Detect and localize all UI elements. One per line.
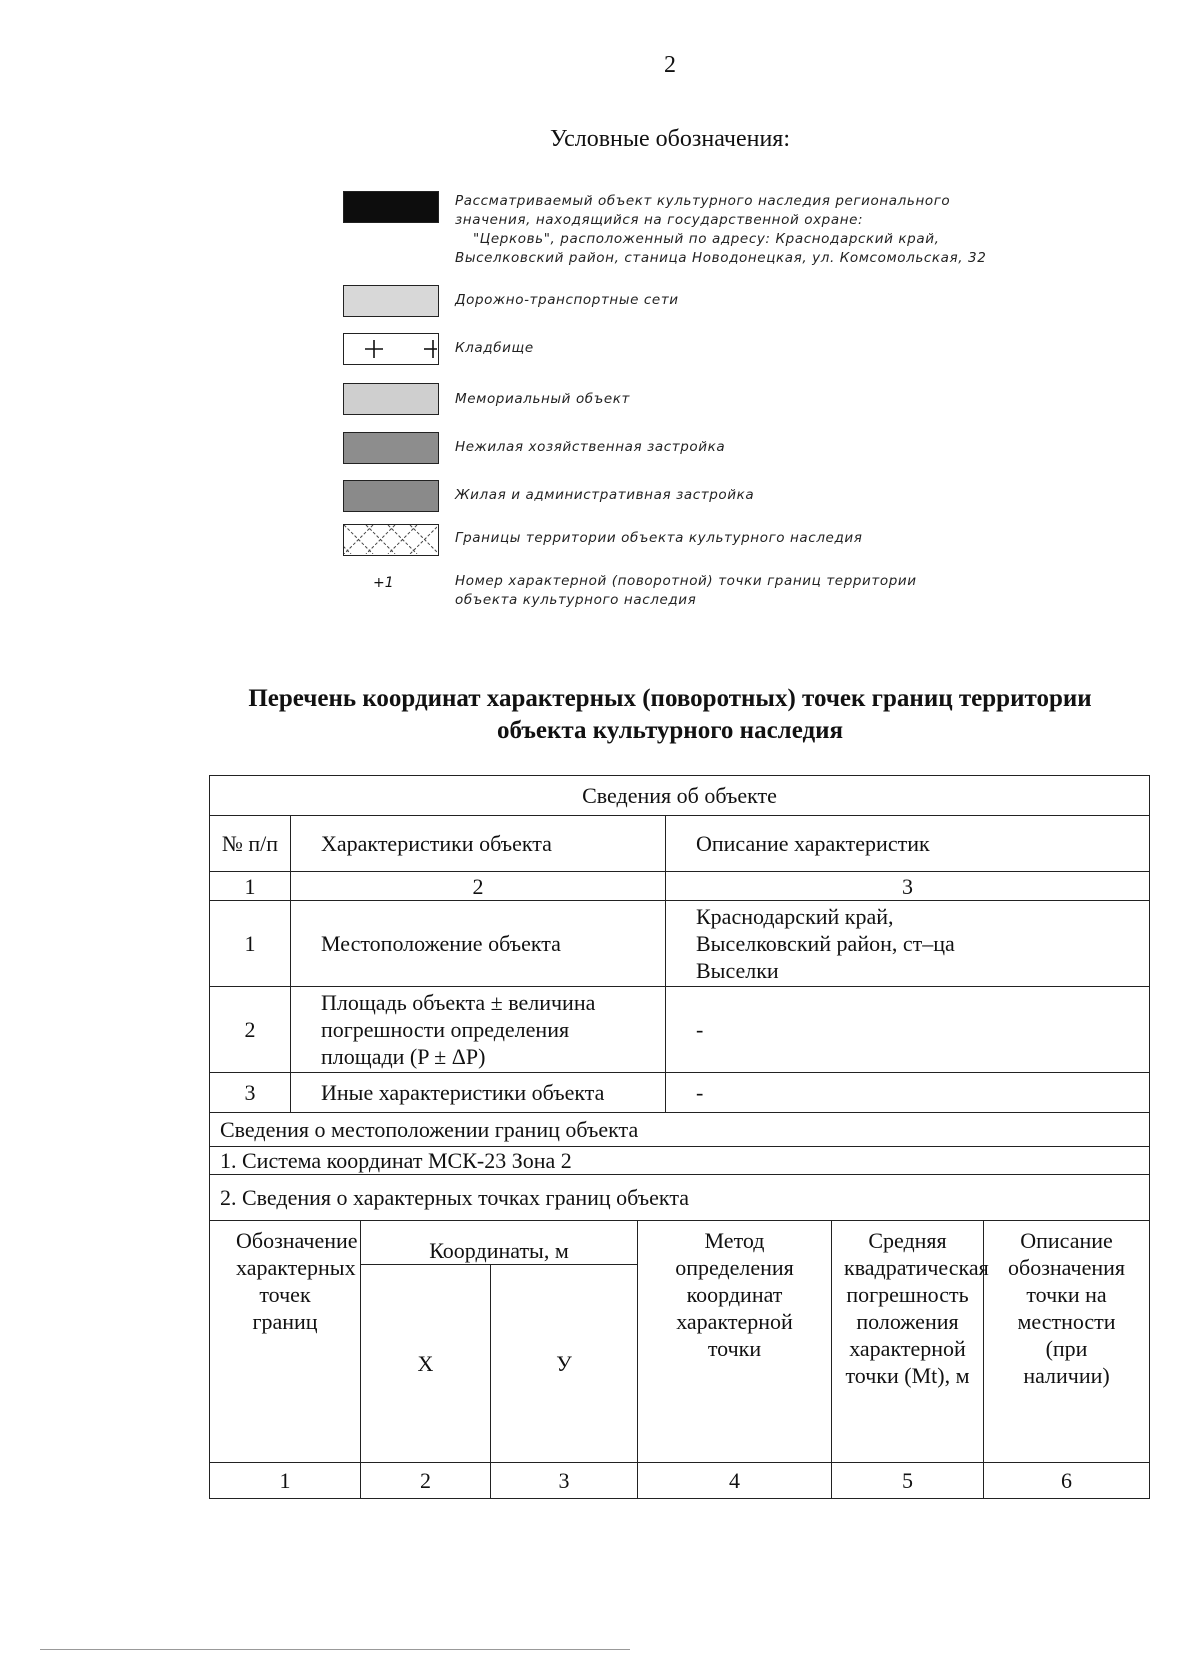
cemetery-cross-icon [344, 334, 437, 363]
heritage-object-swatch [343, 191, 439, 223]
row-name: Площадь объекта ± величина погрешности определения площади (P ± ΔP) [291, 987, 666, 1073]
row-value: Краснодарский край, Выселковский район, ст–ца Выселки [666, 901, 1150, 987]
legend-text-line: Границы территории объекта культурного наследия [455, 530, 863, 546]
page-footer-line [40, 1649, 630, 1650]
row-num: 3 [210, 1073, 291, 1113]
table-row [210, 1463, 1150, 1499]
header-description: Описание характеристик [666, 816, 1150, 872]
column-number: 2 [291, 872, 666, 901]
legend-text-line: Дорожно-транспортные сети [455, 292, 679, 308]
header-point-designation: Обозначение характерных точек границ [210, 1221, 361, 1463]
legend-text-line: "Церковь", расположенный по адресу: Краснодарский край, [473, 231, 940, 247]
page-number: 2 [664, 52, 676, 78]
legend-text-line: объекта культурного наследия [455, 592, 697, 608]
nonresidential-swatch [343, 432, 439, 464]
legend-text-line: Кладбище [455, 340, 534, 356]
column-number: 3 [666, 872, 1150, 901]
column-number: 4 [638, 1463, 832, 1499]
table-row [210, 1073, 1150, 1113]
legend-title: Условные обозначения: [549, 126, 791, 152]
hatch-pattern-icon [344, 525, 437, 554]
memorial-swatch [343, 383, 439, 415]
table-row [210, 1175, 1150, 1221]
column-number: 3 [491, 1463, 638, 1499]
row-value: - [666, 1073, 1150, 1113]
row-value: - [666, 987, 1150, 1073]
turning-point-symbol: +1 [373, 575, 394, 591]
header-point-description: Описание обозначения точки на местности (при наличии) [984, 1221, 1150, 1463]
table-row [210, 816, 1150, 872]
header-y: У [491, 1265, 638, 1463]
column-number: 5 [832, 1463, 984, 1499]
legend-text-line: Жилая и административная застройка [455, 487, 755, 503]
column-number: 2 [361, 1463, 491, 1499]
heading-line: объекта культурного наследия [496, 717, 844, 744]
cemetery-swatch [343, 333, 439, 365]
legend-text-line: значения, находящийся на государственной охране: [455, 212, 864, 228]
section-title-object: Сведения об объекте [210, 776, 1150, 816]
section-title-boundaries: Сведения о местоположении границ объекта [210, 1113, 1150, 1147]
header-characteristics: Характеристики объекта [291, 816, 666, 872]
row-num: 2 [210, 987, 291, 1073]
legend-text-line: Выселковский район, станица Новодонецкая, ул. Комсомольская, 32 [455, 250, 987, 266]
table-row [210, 987, 1150, 1073]
header-coordinates: Координаты, м [361, 1221, 638, 1265]
table-row [210, 1113, 1150, 1147]
column-number: 6 [984, 1463, 1150, 1499]
heading-line: Перечень координат характерных (поворотных) точек границ территории [248, 685, 1092, 712]
header-x: X [361, 1265, 491, 1463]
coordinate-system: 1. Система координат МСК-23 Зона 2 [210, 1147, 1150, 1175]
residential-swatch [343, 480, 439, 512]
column-number: 1 [210, 872, 291, 901]
header-accuracy: Средняя квадратическая погрешность положения характерной точки (Mt), м [832, 1221, 984, 1463]
row-name: Иные характеристики объекта [291, 1073, 666, 1113]
legend-text-line: Нежилая хозяйственная застройка [455, 439, 726, 455]
document-heading [0, 683, 1200, 747]
table-row [210, 901, 1150, 987]
header-method: Метод определения координат характерной точки [638, 1221, 832, 1463]
boundary-hatch-swatch [343, 524, 439, 556]
row-name: Местоположение объекта [291, 901, 666, 987]
legend [0, 0, 1200, 640]
column-number: 1 [210, 1463, 361, 1499]
points-section-title: 2. Сведения о характерных точках границ объекта [210, 1175, 1150, 1221]
table-row [210, 1221, 1150, 1265]
legend-text-line: Рассматриваемый объект культурного наследия регионального [455, 193, 951, 209]
row-num: 1 [210, 901, 291, 987]
header-num: № п/п [210, 816, 291, 872]
legend-text-line: Номер характерной (поворотной) точки границ территории [455, 573, 917, 589]
coordinates-table [209, 775, 1150, 1499]
table-row [210, 872, 1150, 901]
road-network-swatch [343, 285, 439, 317]
table-row [210, 776, 1150, 816]
table-row [210, 1147, 1150, 1175]
legend-text-line: Мемориальный объект [455, 391, 630, 407]
